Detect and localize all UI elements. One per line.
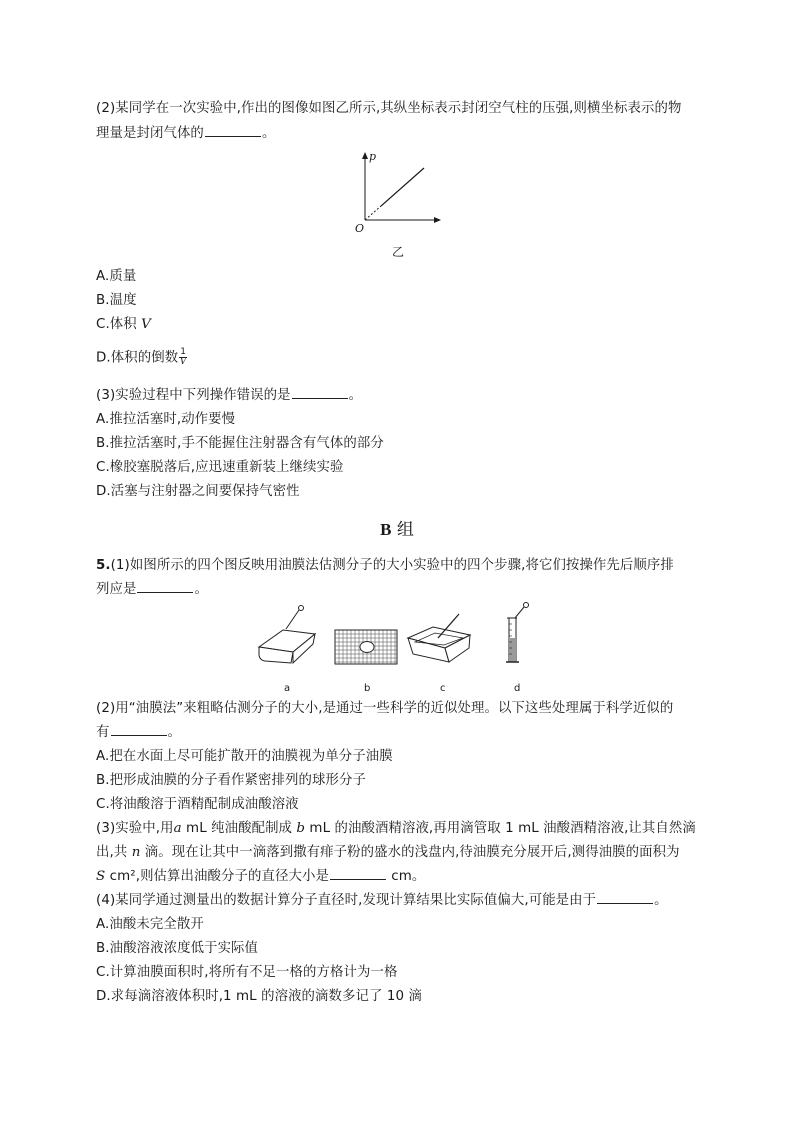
experiment-steps-figure bbox=[255, 600, 545, 670]
option-b: B.温度 bbox=[96, 293, 137, 308]
text: (3)实验中,用 bbox=[96, 821, 174, 836]
q5-part4-option-c: C.计算油膜面积时,将所有不足一格的方格计为一格 bbox=[96, 965, 398, 980]
q5-part2-line2 bbox=[96, 723, 706, 743]
q5-number: 5. bbox=[96, 558, 111, 573]
period: 。 bbox=[167, 725, 181, 740]
q5-part3-line3 bbox=[96, 867, 706, 887]
q4-part3-option-d: D.活塞与注射器之间要保持气密性 bbox=[96, 484, 300, 499]
step-c-tray-with-pen bbox=[408, 614, 470, 662]
label-c: c bbox=[440, 683, 446, 694]
text: 出,共 bbox=[96, 845, 132, 860]
answer-blank bbox=[330, 867, 386, 880]
option-d-text: D.体积的倒数 bbox=[96, 350, 179, 366]
q4-part2-text: 理量是封闭气体的 bbox=[96, 126, 204, 141]
text: mL 的油酸酒精溶液,再用滴管取 1 mL 油酸酒精溶液,让其自然滴 bbox=[305, 821, 696, 836]
label-d: d bbox=[514, 683, 521, 694]
answer-blank bbox=[137, 580, 193, 593]
q5-part1-text2: 列应是 bbox=[96, 582, 137, 597]
label-a: a bbox=[284, 683, 291, 694]
q5-part1-line2 bbox=[96, 580, 706, 600]
q5-part1-text: (1)如图所示的四个图反映用油膜法估测分子的大小实验中的四个步骤,将它们按操作先后顺序排 bbox=[110, 558, 674, 573]
option-a: A.质量 bbox=[96, 269, 137, 284]
graph-caption: 乙 bbox=[392, 245, 405, 259]
period: 。 bbox=[261, 126, 276, 141]
label-b: b bbox=[364, 683, 371, 694]
q4-part3-line bbox=[96, 386, 706, 406]
step-b-grid-glass bbox=[335, 630, 397, 664]
q4-part3-option-a: A.推拉活塞时,动作要慢 bbox=[96, 412, 236, 427]
q5-part3-line1 bbox=[96, 819, 706, 839]
q5-part4-option-b: B.油酸溶液浓度低于实际值 bbox=[96, 941, 259, 956]
step-d-graduated-cylinder bbox=[506, 603, 529, 663]
option-c bbox=[96, 315, 706, 335]
y-axis-label: p bbox=[369, 150, 377, 163]
dashed-extension bbox=[365, 206, 381, 220]
section-title bbox=[0, 519, 794, 541]
variable-v: V bbox=[141, 317, 151, 332]
q5-part2-option-b: B.把形成油膜的分子看作紧密排列的球形分子 bbox=[96, 773, 366, 788]
q5-part2-text: 有 bbox=[96, 725, 110, 740]
q4-part2-line2 bbox=[96, 124, 706, 144]
pressure-graph bbox=[350, 148, 450, 260]
variable-n: n bbox=[131, 845, 141, 860]
q5-part2-option-c: C.将油酸溶于酒精配制成油酸溶液 bbox=[96, 797, 299, 812]
option-c-text: C.体积 bbox=[96, 317, 142, 332]
q5-part4-option-d: D.求每滴溶液体积时,1 mL 的溶液的滴数多记了 10 滴 bbox=[96, 989, 422, 1004]
answer-blank bbox=[292, 386, 348, 399]
text: 滴。现在让其中一滴落到撒有痱子粉的盛水的浅盘内,待油膜充分展开后,测得油膜的面积为 bbox=[140, 845, 680, 860]
fraction-1-over-v: $\frac{1}{V}$ bbox=[179, 347, 187, 367]
variable-a: a bbox=[173, 821, 182, 836]
q5-part4-option-a: A.油酸未完全散开 bbox=[96, 917, 204, 932]
answer-blank bbox=[111, 723, 167, 736]
text: cm²,则估算出油酸分子的直径大小是 bbox=[105, 869, 329, 884]
q4-part3-text: (3)实验过程中下列操作错误的是 bbox=[96, 388, 291, 403]
q4-part3-option-c: C.橡胶塞脱落后,应迅速重新装上继续实验 bbox=[96, 460, 344, 475]
period: 。 bbox=[654, 893, 668, 908]
q5-part4-text: (4)某同学通过测量出的数据计算分子直径时,发现计算结果比实际值偏大,可能是由于 bbox=[96, 893, 597, 908]
step-a-tray-with-dropper bbox=[259, 606, 315, 664]
option-d bbox=[96, 348, 706, 369]
variable-b: b bbox=[296, 821, 306, 836]
period: 。 bbox=[348, 388, 363, 403]
q5-part2-line1: (2)用“油膜法”来粗略估测分子的大小,是通过一些科学的近似处理。以下这些处理属于科学近似的 bbox=[96, 701, 674, 716]
q5-part2-option-a: A.把在水面上尽可能扩散开的油膜视为单分子油膜 bbox=[96, 749, 393, 764]
answer-blank bbox=[597, 891, 653, 904]
variable-s: S bbox=[96, 869, 106, 884]
text: cm。 bbox=[386, 869, 426, 884]
answer-blank bbox=[205, 124, 261, 137]
q4-part2-line1: (2)某同学在一次实验中,作出的图像如图乙所示,其纵坐标表示封闭空气柱的压强,则横坐标表示的物 bbox=[96, 101, 682, 116]
section-letter: B bbox=[380, 520, 392, 539]
text: mL 纯油酸配制成 bbox=[181, 821, 297, 836]
q5-part3-line2 bbox=[96, 843, 706, 863]
q4-part3-option-b: B.推拉活塞时,手不能握住注射器含有气体的部分 bbox=[96, 436, 384, 451]
period: 。 bbox=[194, 582, 208, 597]
section-suffix: 组 bbox=[391, 520, 414, 540]
data-line bbox=[381, 168, 424, 206]
origin-label: O bbox=[355, 222, 365, 235]
q5-part4-line bbox=[96, 891, 706, 911]
q5-part1-line1 bbox=[96, 556, 706, 576]
